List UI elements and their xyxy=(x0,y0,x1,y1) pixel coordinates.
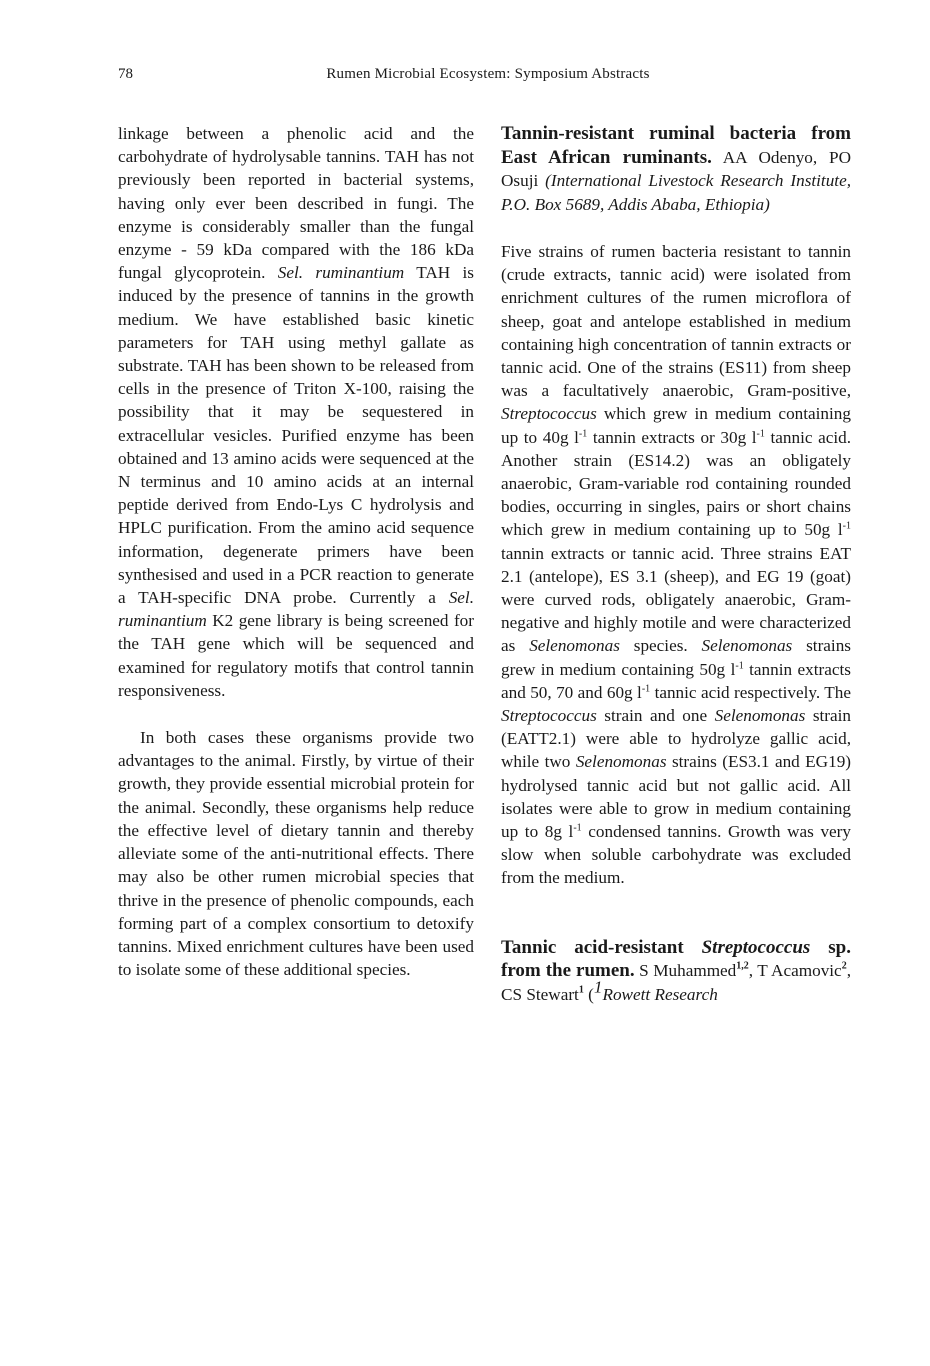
species-name: Sel. ruminantium xyxy=(118,588,474,631)
species-name: Streptococcus xyxy=(501,404,597,424)
page-header xyxy=(118,66,858,86)
text-run: TAH is induced by the presence of tannins in the growth medium. We have established basic kinetic parameters for TAH using methyl gallate as substrate. TAH has been shown to be released from cells in the presence of Triton X-100, raising the possibility that it may be sequestered in extracellular vesicles. Purified enzyme has been obtained and 13 amino acids were sequenced at the N terminus and 10 amino acids at an internal peptide derived from Endo-Lys C hydrolysis and HPLC purification. From the amino acid sequence information, degenerate primers have been synthesised and used in a PCR reaction to generate a TAH-specific DNA probe. Currently a xyxy=(118,263,474,608)
abstract-body xyxy=(501,240,851,890)
text-run: which grew in medium containing up to 40g l xyxy=(501,404,851,447)
text-run: linkage between a phenolic acid and the carbohydrate of hydrolysable tannins. TAH has not previously been reported in bacterial systems, having only ever been described in fungi. The enzyme is considerably smaller than the fungal enzyme - 59 kDa compared with the 186 kDa fungal glycoprotein. xyxy=(118,124,474,283)
text-run: tannic acid. Another strain (ES14.2) was an obligately anaerobic, Gram-variable rod containing rounded bodies, occurring in singles, pairs or short chains which grew in medium containing up to 50g l xyxy=(501,427,852,540)
paragraph-continued xyxy=(118,122,474,702)
paragraph-conclusion: In both cases these organisms provide two advantages to the animal. Firstly, by virtue of their growth, they provide essential microbial protein for the animal. Secondly, these organisms help reduce the effective level of dietary tannin and thereby alleviate some of the anti-nutritional effects. There may also be other rumen microbial species that thrive in the presence of phenolic compounds, each forming part of a complex consortium to detoxify tannins. Mixed enrichment cultures have been used to isolate some of these additional species. xyxy=(118,728,474,980)
text-run: K2 gene library is being screened for the TAH gene which will be sequenced and examined for regulatory motifs that control tannin responsiveness. xyxy=(118,611,474,700)
abstract-affiliation: (International Livestock Research Institute, P.O. Box 5689, Addis Ababa, Ethiopia) xyxy=(501,171,851,214)
left-column xyxy=(118,122,474,981)
superscript: -1 xyxy=(573,822,582,834)
abstract-heading-2 xyxy=(501,936,851,1007)
text-run: strains grew in medium containing 50g l xyxy=(501,636,851,679)
superscript: 1,2 xyxy=(736,960,749,972)
abstract-authors: S Muhammed xyxy=(634,961,737,981)
abstract-title: Tannin-resistant ruminal bacteria from East African ruminants. xyxy=(501,123,851,168)
species-name: Selenomonas xyxy=(529,636,620,656)
text-run: Five strains of rumen bacteria resistant to tannin (crude extracts, tannic acid) were isolated from enrichment cultures of the rumen microflora of sheep, goat and antelope established in medium containing high concentration of tannin extracts or tannic acid. One of the strains (ES11) from sheep was a facultatively anaerobic, Gram-positive, xyxy=(501,242,851,401)
species-name: Selenomonas xyxy=(575,752,667,772)
superscript: -1 xyxy=(641,683,651,695)
text-run: strain (EATT2.1) were able to hydrolyze gallic acid, while two xyxy=(501,706,851,772)
text-run: tannic acid respectively. The xyxy=(650,682,851,702)
species-name: Selenomonas xyxy=(714,706,806,726)
abstract-authors: ( xyxy=(583,984,594,1004)
species-name: Streptococcus xyxy=(501,706,597,726)
text-run: tannin extracts or 30g l xyxy=(587,427,757,447)
page-number: 78 xyxy=(118,66,133,82)
superscript: -1 xyxy=(578,427,588,439)
abstract-authors: , CS Stewart xyxy=(501,961,851,1004)
text-run: species. xyxy=(619,636,702,656)
abstract-authors: , T Acamovic xyxy=(748,961,842,981)
species-name: Sel. ruminantium xyxy=(277,263,405,283)
species-name: Streptococcus xyxy=(701,936,811,958)
superscript: 2 xyxy=(841,960,847,972)
abstract-title: sp. from the rumen. xyxy=(501,936,851,982)
text-run: condensed tannins. Growth was very slow when soluble carbohydrate was excluded from the medium. xyxy=(501,822,851,888)
superscript: -1 xyxy=(756,427,765,439)
superscript: -1 xyxy=(735,659,744,671)
abstract-authors: AA Odenyo, PO Osuji xyxy=(501,147,851,190)
superscript: 1 xyxy=(578,984,584,996)
superscript: 1 xyxy=(593,977,603,997)
superscript: -1 xyxy=(842,520,851,532)
text-run: tannin extracts and 50, 70 and 60g l xyxy=(501,659,852,702)
text-run: strain and one xyxy=(596,706,715,726)
species-name: Selenomonas xyxy=(701,636,793,656)
right-column xyxy=(501,122,851,1006)
text-run: strains (ES3.1 and EG19) hydrolysed tannic acid but not gallic acid. All isolates were able to grow in medium containing up to 8g l xyxy=(501,752,852,842)
running-title: Rumen Microbial Ecosystem: Symposium Abstracts xyxy=(326,66,650,82)
text-run: tannin extracts or tannic acid. Three strains EAT 2.1 (antelope), ES 3.1 (sheep), and EG 19 (goat) were curved rods, obligately anaerobic, Gram-negative and highly motile and were characterized as xyxy=(501,543,851,656)
abstract-title: Tannic acid-resistant xyxy=(501,936,702,958)
abstract-affiliation: Rowett Research xyxy=(602,984,718,1004)
abstract-heading xyxy=(501,122,851,216)
